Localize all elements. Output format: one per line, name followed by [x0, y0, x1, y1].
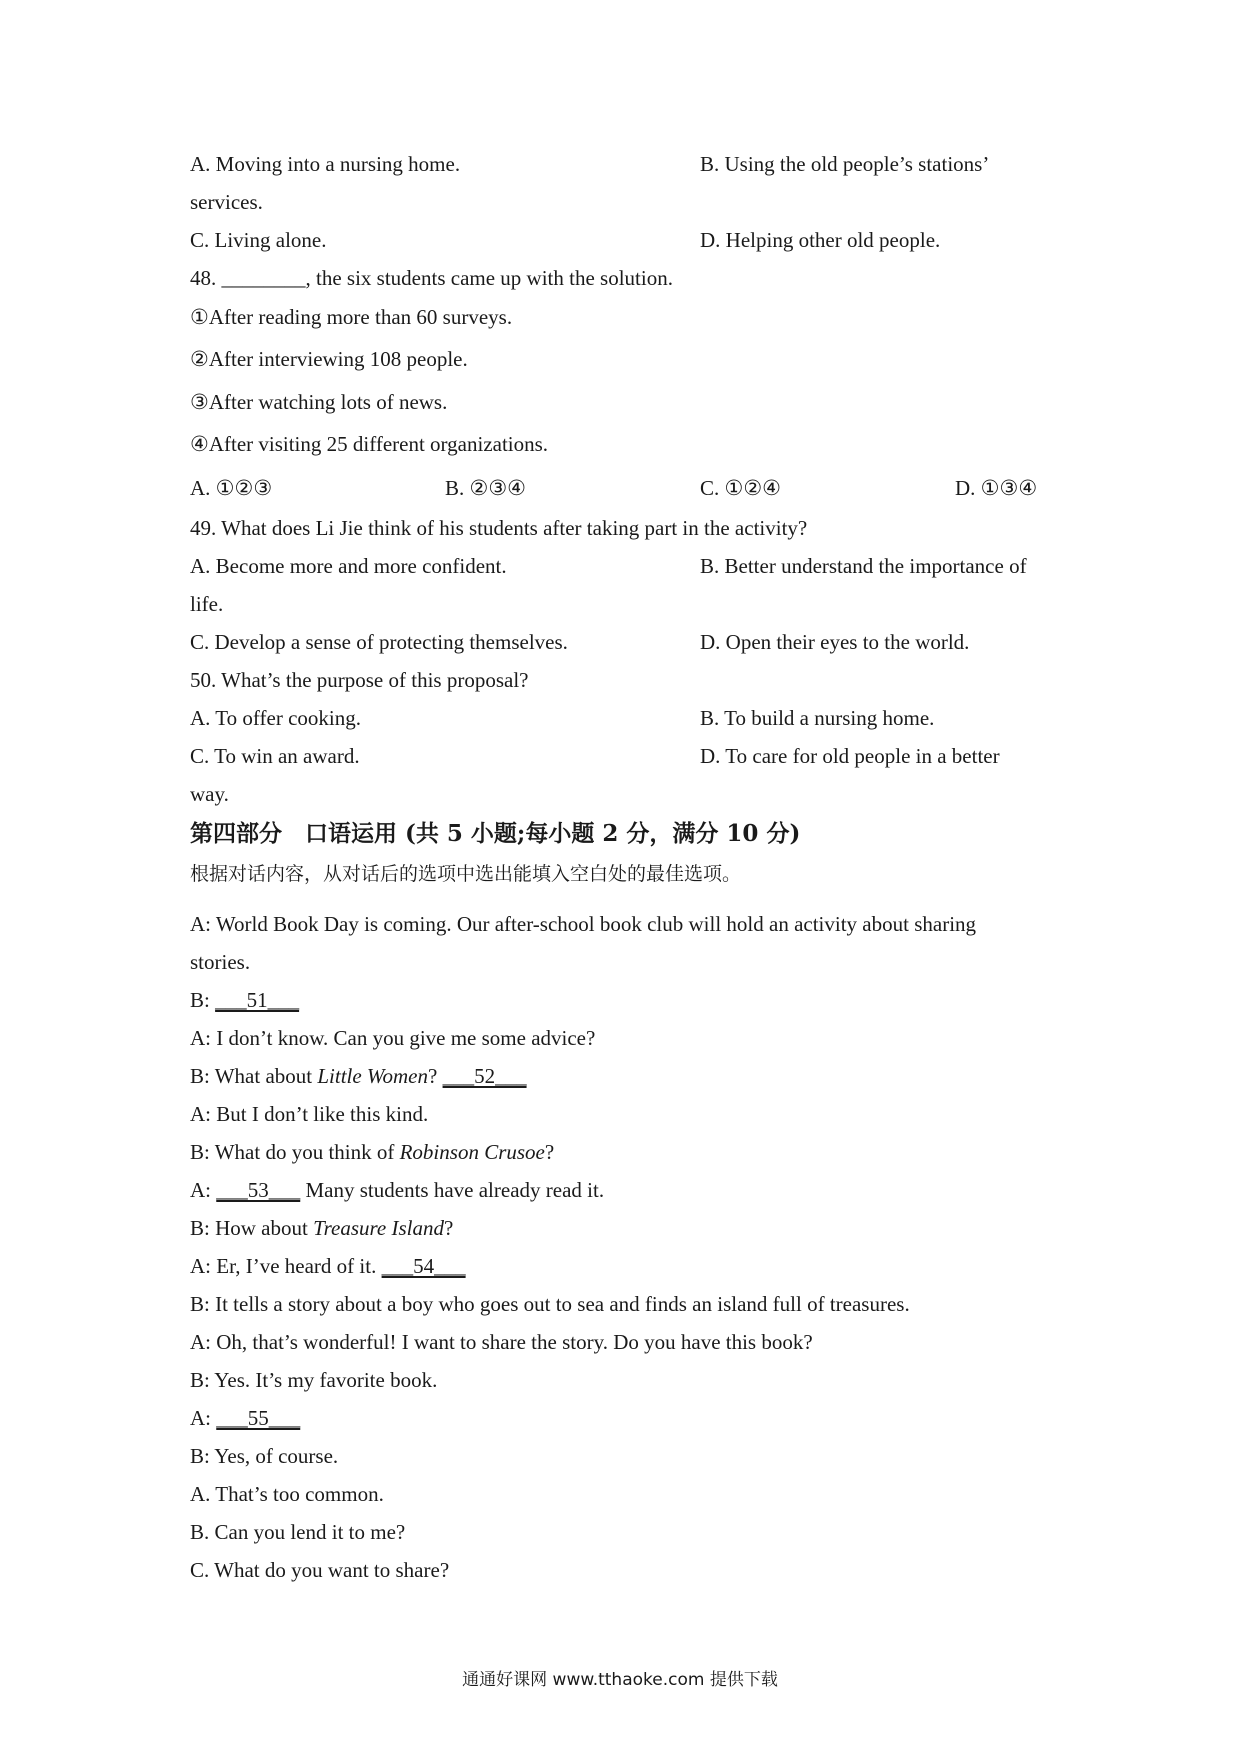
dialogue-option-a: A. That’s too common.: [190, 1482, 384, 1506]
q48-item-1: ①After reading more than 60 surveys.: [190, 305, 513, 329]
q49-option-b-cont: life.: [190, 592, 224, 616]
dialogue-text: B: What do you think of: [190, 1140, 400, 1164]
dialogue-line-7: [190, 1176, 604, 1204]
blank-55: ___55___: [216, 1406, 301, 1430]
blank-53: ___53___: [216, 1178, 301, 1202]
dialogue-line-12: B: Yes. It’s my favorite book.: [190, 1368, 438, 1392]
q48-item-2: ②After interviewing 108 people.: [190, 347, 468, 371]
q49-stem: 49. What does Li Jie think of his students after taking part in the activity?: [190, 516, 808, 540]
dialogue-speaker: A:: [190, 1406, 217, 1430]
q50-option-c: C. To win an award.: [190, 744, 360, 768]
dialogue-line-2: [190, 986, 299, 1014]
q47-option-b: B. Using the old people’s stations’: [700, 152, 990, 176]
dialogue-line-11: A: Oh, that’s wonderful! I want to share the story. Do you have this book?: [190, 1330, 813, 1354]
q50-option-a: A. To offer cooking.: [190, 706, 361, 730]
book-title-treasure-island: Treasure Island: [313, 1216, 444, 1240]
q48-stem: 48. ________, the six students came up with the solution.: [190, 266, 673, 290]
dialogue-option-b: B. Can you lend it to me?: [190, 1520, 406, 1544]
dialogue-speaker: B:: [190, 988, 216, 1012]
dialogue-text: ?: [443, 1216, 454, 1240]
part4-instruction: 根据对话内容，从对话后的选项中选出能填入空白处的最佳选项。: [190, 863, 742, 885]
q49-option-b: B. Better understand the importance of: [700, 554, 1027, 578]
page-footer: 通通好课网 www.tthaoke.com 提供下载: [462, 1670, 778, 1690]
blank-52: ___52___: [442, 1064, 527, 1088]
q48-option-b: B. ②③④: [445, 476, 526, 500]
q47-option-c: C. Living alone.: [190, 228, 327, 252]
dialogue-line-6: [190, 1138, 554, 1166]
q48-item-3: ③After watching lots of news.: [190, 390, 448, 414]
dialogue-line-8: [190, 1214, 453, 1242]
dialogue-line-5: A: But I don’t like this kind.: [190, 1102, 429, 1126]
dialogue-text: A: Er, I’ve heard of it.: [190, 1254, 382, 1278]
dialogue-line-10: B: It tells a story about a boy who goes out to sea and finds an island full of treasures.: [190, 1292, 910, 1316]
dialogue-text: ?: [427, 1064, 443, 1088]
q50-option-d-cont: way.: [190, 782, 229, 806]
dialogue-line-13: [190, 1404, 300, 1432]
dialogue-line-14: B: Yes, of course.: [190, 1444, 339, 1468]
q48-item-4: ④After visiting 25 different organizations.: [190, 432, 549, 456]
part4-title: 第四部分 口语运用 (共 5 小题;每小题 2 分，满分 10 分): [190, 820, 801, 847]
q48-option-d: D. ①③④: [955, 476, 1038, 500]
book-title-robinson-crusoe: Robinson Crusoe: [399, 1140, 545, 1164]
dialogue-line-1-cont: stories.: [190, 950, 251, 974]
q50-option-b: B. To build a nursing home.: [700, 706, 935, 730]
dialogue-line-4: [190, 1062, 527, 1090]
dialogue-option-c: C. What do you want to share?: [190, 1558, 450, 1582]
q48-option-a: A. ①②③: [190, 476, 273, 500]
dialogue-line-3: A: I don’t know. Can you give me some advice?: [190, 1026, 596, 1050]
dialogue-line-9: [190, 1252, 466, 1280]
q47-option-b-cont: services.: [190, 190, 263, 214]
dialogue-text: B: What about: [190, 1064, 318, 1088]
book-title-little-women: Little Women: [317, 1064, 428, 1088]
dialogue-line-1: A: World Book Day is coming. Our after-school book club will hold an activity about sharing: [190, 912, 977, 936]
q47-option-d: D. Helping other old people.: [700, 228, 941, 252]
dialogue-text: ?: [544, 1140, 555, 1164]
dialogue-speaker: A:: [190, 1178, 217, 1202]
q49-option-c: C. Develop a sense of protecting themselves.: [190, 630, 568, 654]
q50-stem: 50. What’s the purpose of this proposal?: [190, 668, 529, 692]
blank-51: ___51___: [215, 988, 300, 1012]
q49-option-a: A. Become more and more confident.: [190, 554, 507, 578]
dialogue-text: B: How about: [190, 1216, 314, 1240]
q48-option-c: C. ①②④: [700, 476, 781, 500]
q49-option-d: D. Open their eyes to the world.: [700, 630, 970, 654]
q47-option-a: A. Moving into a nursing home.: [190, 152, 461, 176]
blank-54: ___54___: [381, 1254, 466, 1278]
dialogue-text: Many students have already read it.: [300, 1178, 605, 1202]
q50-option-d: D. To care for old people in a better: [700, 744, 1000, 768]
q48-options-row: [0, 474, 1240, 502]
